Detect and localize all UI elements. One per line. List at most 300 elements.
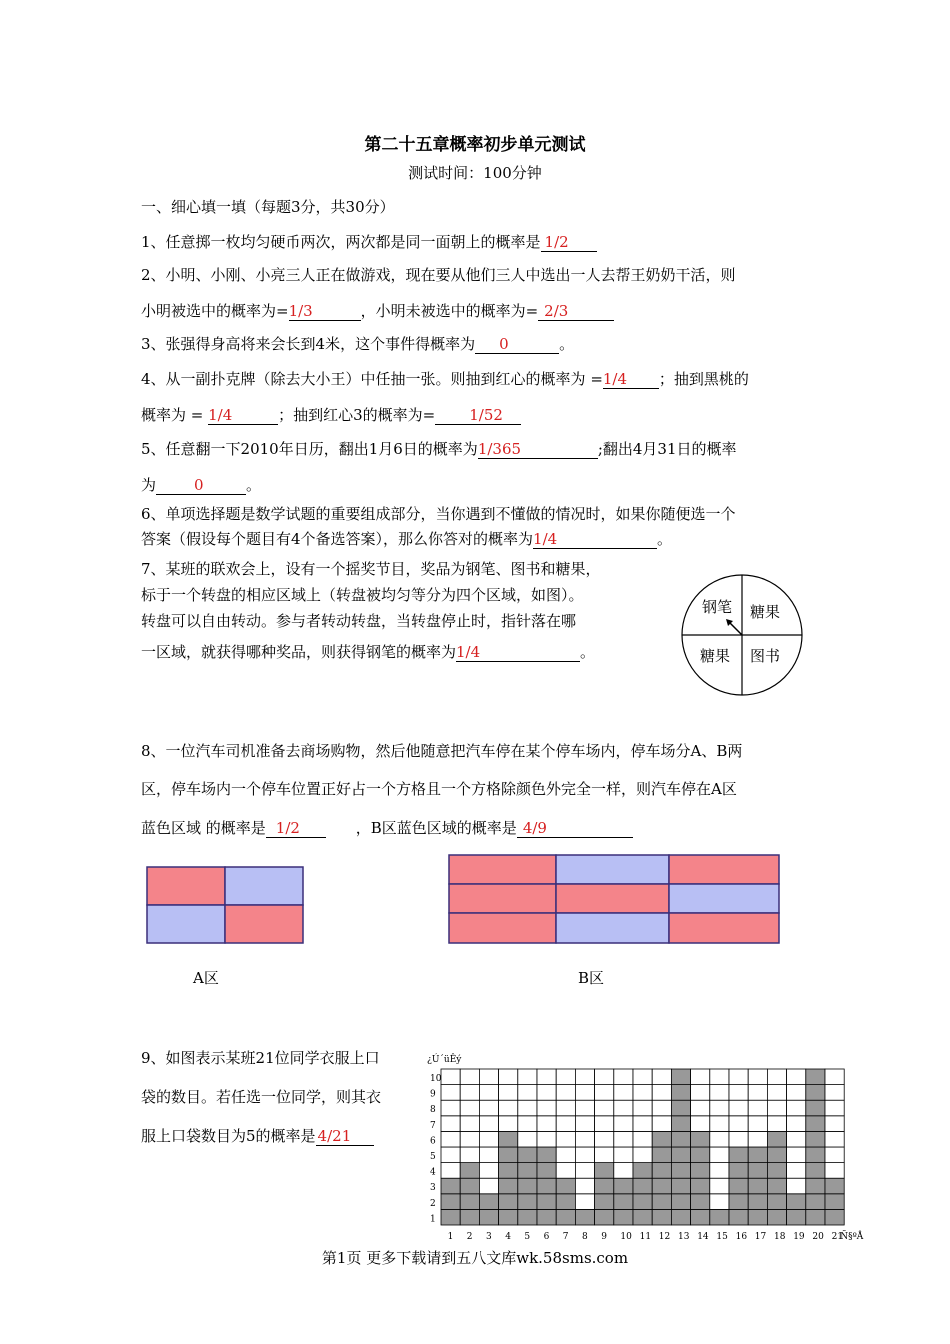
- grid-cell: [787, 1178, 806, 1194]
- grid-cell: [710, 1178, 729, 1194]
- grid-cell: [748, 1085, 767, 1101]
- bar-cell: [499, 1209, 518, 1225]
- grid-cell: [441, 1131, 460, 1147]
- grid-cell: [633, 1069, 652, 1085]
- q8-blank-2: [517, 819, 633, 838]
- grid-cell: [614, 1085, 633, 1101]
- grid-cell: [595, 1147, 614, 1163]
- bar-cell: [806, 1131, 825, 1147]
- grid-cell: [710, 1163, 729, 1179]
- grid-cell: [748, 1131, 767, 1147]
- bar-cell: [787, 1194, 806, 1210]
- lot-b-cell-blue: [669, 884, 779, 913]
- bar-cell: [806, 1069, 825, 1085]
- grid-cell: [652, 1069, 671, 1085]
- grid-cell: [652, 1085, 671, 1101]
- bar-cell: [729, 1163, 748, 1179]
- question-7-line4: [141, 641, 595, 662]
- q6-text: 答案（假设每个题目有4个备选答案），那么你答对的概率为: [141, 530, 534, 548]
- bar-cell: [556, 1194, 575, 1210]
- question-2-line1: 2、小明、小刚、小亮三人正在做游戏，现在要从他们三人中选出一人去帮王奶奶干活，则: [141, 266, 736, 284]
- bar-cell: [556, 1178, 575, 1194]
- grid-cell: [729, 1131, 748, 1147]
- grid-cell: [729, 1100, 748, 1116]
- parking-lot-b: [448, 854, 782, 946]
- q4-answer-2: 1/4: [208, 406, 233, 424]
- bar-cell: [652, 1131, 671, 1147]
- bar-cell: [479, 1209, 498, 1225]
- grid-cell: [633, 1085, 652, 1101]
- grid-cell: [479, 1131, 498, 1147]
- bar-cell: [652, 1209, 671, 1225]
- grid-cell: [460, 1131, 479, 1147]
- q1-blank: [541, 233, 597, 252]
- grid-cell: [729, 1069, 748, 1085]
- grid-cell: [441, 1163, 460, 1179]
- q5-blank-2: [156, 476, 246, 495]
- bar-cell: [671, 1131, 690, 1147]
- bar-cell: [633, 1194, 652, 1210]
- question-3: [141, 333, 574, 354]
- bar-cell: [633, 1178, 652, 1194]
- q2-blank-2: [538, 302, 614, 321]
- q2-blank-1: [289, 302, 361, 321]
- bar-cell: [595, 1163, 614, 1179]
- bar-cell: [671, 1069, 690, 1085]
- q4-answer-1: 1/4: [602, 370, 628, 388]
- grid-cell: [479, 1163, 498, 1179]
- bar-cell: [537, 1178, 556, 1194]
- grid-cell: [652, 1116, 671, 1132]
- lot-b-cell-red: [669, 913, 779, 943]
- bar-cell: [633, 1209, 652, 1225]
- bar-cell: [671, 1209, 690, 1225]
- q3-answer: 0: [499, 335, 509, 353]
- grid-cell: [748, 1116, 767, 1132]
- grid-cell: [479, 1100, 498, 1116]
- x-tick-label: 5: [524, 1232, 531, 1242]
- grid-cell: [441, 1100, 460, 1116]
- q7-text: 一区域，就获得哪种奖品，则获得钢笔的概率为: [141, 643, 457, 661]
- q8-blank-1: [266, 819, 326, 838]
- grid-cell: [614, 1147, 633, 1163]
- bar-cell: [460, 1209, 479, 1225]
- question-5-line2: [141, 474, 261, 495]
- bar-cell: [518, 1209, 537, 1225]
- x-tick-label: 19: [793, 1232, 805, 1242]
- q6-answer: 1/4: [533, 530, 558, 548]
- grid-cell: [825, 1100, 844, 1116]
- lot-a-cell-blue: [225, 867, 303, 905]
- q5-text-1: 5、任意翻一下2010年日历，翻出1月6日的概率为: [141, 440, 478, 458]
- bar-cell: [499, 1178, 518, 1194]
- parking-lot-a: [146, 866, 310, 946]
- bar-cell: [479, 1194, 498, 1210]
- grid-cell: [556, 1069, 575, 1085]
- grid-cell: [787, 1100, 806, 1116]
- bar-cell: [499, 1131, 518, 1147]
- question-5-line1: [141, 438, 737, 459]
- grid-cell: [460, 1147, 479, 1163]
- grid-cell: [614, 1069, 633, 1085]
- grid-cell: [518, 1116, 537, 1132]
- subtitle: 测试时间：100分钟: [408, 164, 542, 182]
- x-tick-label: 7: [562, 1232, 569, 1242]
- q3-end: 。: [559, 335, 575, 353]
- x-tick-label: 15: [716, 1232, 728, 1242]
- x-tick-label: 8: [582, 1232, 588, 1242]
- question-8-line3: [141, 817, 633, 838]
- question-8-line1: 8、一位汽车司机准备去商场购物，然后他随意把汽车停在某个停车场内，停车场分A、B两: [141, 742, 743, 760]
- bar-cell: [748, 1178, 767, 1194]
- bar-cell: [767, 1147, 786, 1163]
- label-area-a: A区: [193, 969, 219, 987]
- bar-cell: [460, 1194, 479, 1210]
- grid-cell: [479, 1116, 498, 1132]
- lot-b-cell-blue: [556, 913, 669, 943]
- grid-cell: [614, 1116, 633, 1132]
- q8-text-1: 蓝色区域 的概率是: [141, 819, 266, 837]
- bar-cell: [767, 1131, 786, 1147]
- bar-cell: [499, 1163, 518, 1179]
- lot-b-cell-red: [449, 884, 556, 913]
- grid-cell: [787, 1085, 806, 1101]
- grid-cell: [460, 1116, 479, 1132]
- x-tick-label: 6: [543, 1232, 550, 1242]
- q2-answer-1: 1/3: [288, 302, 313, 320]
- bar-cell: [729, 1178, 748, 1194]
- q8-text-2: ，B区蓝色区域的概率是: [355, 819, 517, 837]
- lot-b-cell-red: [556, 884, 669, 913]
- bar-cell: [691, 1163, 710, 1179]
- bar-cell: [652, 1163, 671, 1179]
- spinner-diagram: [680, 573, 806, 699]
- grid-cell: [537, 1085, 556, 1101]
- bar-cell: [652, 1178, 671, 1194]
- bar-cell: [652, 1147, 671, 1163]
- grid-cell: [460, 1085, 479, 1101]
- bar-cell: [710, 1209, 729, 1225]
- bar-cell: [691, 1131, 710, 1147]
- grid-cell: [441, 1069, 460, 1085]
- bar-cell: [595, 1194, 614, 1210]
- question-9-line3: [141, 1125, 374, 1146]
- grid-cell: [691, 1085, 710, 1101]
- grid-cell: [460, 1100, 479, 1116]
- bar-cell: [729, 1209, 748, 1225]
- q5-answer-2: 0: [194, 476, 204, 494]
- grid-cell: [710, 1131, 729, 1147]
- question-7-line1: 7、某班的联欢会上，设有一个摇奖节目，奖品为钢笔、图书和糖果，: [141, 560, 601, 578]
- q9-answer: 4/21: [317, 1127, 352, 1145]
- q7-answer: 1/4: [456, 643, 481, 661]
- y-tick-label: 2: [430, 1198, 436, 1209]
- bar-cell: [499, 1194, 518, 1210]
- y-tick-label: 8: [430, 1105, 436, 1116]
- bar-cell: [671, 1163, 690, 1179]
- q3-blank: [475, 335, 559, 354]
- grid-cell: [767, 1085, 786, 1101]
- grid-cell: [825, 1069, 844, 1085]
- bar-cell: [518, 1147, 537, 1163]
- q4-text-1: 4、从一副扑克牌（除去大小王）中任抽一张。则抽到红心的概率为 =: [141, 370, 603, 388]
- grid-cell: [537, 1116, 556, 1132]
- bar-cell: [806, 1100, 825, 1116]
- grid-cell: [691, 1069, 710, 1085]
- grid-cell: [614, 1131, 633, 1147]
- grid-cell: [652, 1100, 671, 1116]
- page-footer: 第1页 更多下载请到五八文库wk.58sms.com: [321, 1249, 629, 1267]
- bar-cell: [671, 1085, 690, 1101]
- bar-cell: [748, 1194, 767, 1210]
- q2-text-a: 小明被选中的概率为=: [141, 302, 289, 320]
- bar-cell: [825, 1209, 844, 1225]
- bar-cell: [806, 1116, 825, 1132]
- bar-cell: [537, 1147, 556, 1163]
- grid-cell: [556, 1131, 575, 1147]
- bar-cell: [460, 1163, 479, 1179]
- grid-cell: [499, 1100, 518, 1116]
- x-tick-label: 20: [812, 1232, 824, 1242]
- x-tick-label: 14: [697, 1232, 709, 1242]
- grid-cell: [518, 1085, 537, 1101]
- q5-text-3: 为: [141, 476, 157, 494]
- bar-cell: [748, 1147, 767, 1163]
- grid-cell: [460, 1069, 479, 1085]
- lot-b-cell-red: [449, 913, 556, 943]
- grid-cell: [748, 1100, 767, 1116]
- grid-cell: [787, 1116, 806, 1132]
- grid-cell: [575, 1178, 594, 1194]
- bar-cell: [691, 1147, 710, 1163]
- bar-cell: [806, 1194, 825, 1210]
- bar-cell: [614, 1178, 633, 1194]
- bar-cell: [806, 1147, 825, 1163]
- x-tick-label: 12: [658, 1232, 671, 1242]
- bar-cell: [767, 1178, 786, 1194]
- question-8-line2: 区，停车场内一个停车位置正好占一个方格且一个方格除颜色外完全一样，则汽车停在A区: [141, 780, 737, 798]
- bar-cell: [748, 1163, 767, 1179]
- grid-cell: [633, 1116, 652, 1132]
- x-tick-label: 2: [466, 1232, 473, 1242]
- grid-cell: [556, 1100, 575, 1116]
- q2-answer-2: 2/3: [544, 302, 569, 320]
- q3-text: 3、张强得身高将来会长到4米，这个事件得概率为: [141, 335, 476, 353]
- q5-text-2: ;翻出4月31日的概率: [597, 440, 737, 458]
- spinner-label-book: 图书: [750, 647, 781, 665]
- q4-text-2: ；抽到黑桃的: [658, 370, 749, 388]
- grid-cell: [729, 1085, 748, 1101]
- grid-cell: [787, 1131, 806, 1147]
- grid-cell: [575, 1100, 594, 1116]
- grid-cell: [595, 1116, 614, 1132]
- bar-cell: [537, 1194, 556, 1210]
- grid-cell: [633, 1100, 652, 1116]
- q4-blank-1: [603, 370, 659, 389]
- x-tick-label: 9: [601, 1232, 607, 1242]
- x-tick-label: 3: [486, 1232, 492, 1242]
- grid-cell: [499, 1069, 518, 1085]
- spinner-label-candy-2: 糖果: [700, 647, 731, 665]
- bar-cell: [806, 1163, 825, 1179]
- grid-cell: [575, 1163, 594, 1179]
- question-1: [141, 231, 597, 252]
- q4-blank-3: [435, 406, 521, 425]
- bar-cell: [767, 1163, 786, 1179]
- x-tick-label: 11: [639, 1232, 652, 1242]
- x-tick-label: 16: [735, 1232, 748, 1242]
- q2-text-b: ，小明未被选中的概率为=: [360, 302, 539, 320]
- q5-answer-1: 1/365: [477, 440, 522, 458]
- grid-cell: [710, 1085, 729, 1101]
- grid-cell: [479, 1069, 498, 1085]
- grid-cell: [556, 1147, 575, 1163]
- question-7-line3: 转盘可以自由转动。参与者转动转盘，当转盘停止时，指针落在哪: [141, 612, 577, 630]
- grid-cell: [614, 1100, 633, 1116]
- grid-cell: [595, 1100, 614, 1116]
- grid-cell: [537, 1131, 556, 1147]
- bar-cell: [614, 1194, 633, 1210]
- y-tick-label: 10: [430, 1074, 442, 1084]
- grid-cell: [575, 1147, 594, 1163]
- x-tick-label: 4: [505, 1232, 511, 1242]
- y-tick-label: 6: [430, 1136, 436, 1147]
- grid-cell: [479, 1147, 498, 1163]
- grid-cell: [710, 1116, 729, 1132]
- bar-cell: [614, 1209, 633, 1225]
- q7-end: 。: [580, 643, 596, 661]
- bar-cell: [806, 1178, 825, 1194]
- grid-cell: [499, 1085, 518, 1101]
- grid-cell: [767, 1069, 786, 1085]
- bar-cell: [518, 1178, 537, 1194]
- x-tick-label: 18: [774, 1232, 786, 1242]
- grid-cell: [691, 1100, 710, 1116]
- bar-cell: [518, 1194, 537, 1210]
- q5-end: 。: [246, 476, 262, 494]
- grid-cell: [537, 1069, 556, 1085]
- grid-cell: [710, 1194, 729, 1210]
- lot-b-cell-red: [449, 855, 556, 884]
- question-6-line2: [141, 528, 672, 549]
- label-area-b: B区: [578, 969, 605, 987]
- spinner-label-pen: 钢笔: [702, 598, 733, 616]
- grid-cell: [825, 1163, 844, 1179]
- section-heading: 一、细心填一填（每题3分，共30分）: [141, 198, 395, 216]
- grid-cell: [595, 1069, 614, 1085]
- question-2-line2: [141, 300, 614, 321]
- grid-cell: [556, 1085, 575, 1101]
- q4-answer-3: 1/52: [469, 406, 503, 424]
- grid-cell: [537, 1100, 556, 1116]
- grid-cell: [633, 1131, 652, 1147]
- lot-b-cell-blue: [556, 855, 669, 884]
- bar-cell: [537, 1163, 556, 1179]
- q9-text: 服上口袋数目为5的概率是: [141, 1127, 316, 1145]
- q4-text-4: ；抽到红心3的概率为=: [278, 406, 436, 424]
- question-7-line2: 标于一个转盘的相应区域上（转盘被均匀等分为四个区域，如图）。: [141, 586, 584, 604]
- grid-cell: [825, 1116, 844, 1132]
- grid-cell: [575, 1085, 594, 1101]
- grid-cell: [710, 1100, 729, 1116]
- bar-cell: [671, 1178, 690, 1194]
- grid-cell: [767, 1116, 786, 1132]
- grid-cell: [575, 1116, 594, 1132]
- bar-cell: [556, 1209, 575, 1225]
- x-tick-label: 10: [620, 1232, 632, 1242]
- grid-cell: [825, 1131, 844, 1147]
- bar-cell: [825, 1178, 844, 1194]
- x-tick-label: 17: [754, 1232, 767, 1242]
- grid-cell: [518, 1100, 537, 1116]
- q8-answer-2: 4/9: [522, 819, 547, 837]
- q1-text: 1、任意掷一枚均匀硬币两次，两次都是同一面朝上的概率是: [141, 233, 541, 251]
- bar-cell: [671, 1116, 690, 1132]
- bar-cell: [575, 1209, 594, 1225]
- bar-cell: [767, 1194, 786, 1210]
- grid-cell: [575, 1194, 594, 1210]
- bar-cell: [633, 1163, 652, 1179]
- q6-blank: [533, 530, 657, 549]
- y-tick-label: 5: [430, 1152, 436, 1162]
- bar-cell: [595, 1178, 614, 1194]
- bar-cell: [691, 1178, 710, 1194]
- bar-cell: [729, 1194, 748, 1210]
- x-tick-label: 13: [678, 1232, 690, 1242]
- bar-cell: [460, 1178, 479, 1194]
- chart-xlabel: Ñ§ºÅ: [840, 1232, 864, 1242]
- bar-cell: [671, 1147, 690, 1163]
- q6-end: 。: [657, 530, 673, 548]
- grid-cell: [595, 1131, 614, 1147]
- grid-cell: [787, 1147, 806, 1163]
- x-tick-label: 1: [447, 1232, 454, 1242]
- bar-cell: [748, 1209, 767, 1225]
- bar-cell: [441, 1194, 460, 1210]
- q7-blank: [456, 643, 580, 662]
- q9-blank: [316, 1127, 374, 1146]
- y-tick-label: 4: [430, 1167, 436, 1178]
- grid-cell: [575, 1069, 594, 1085]
- q1-answer: 1/2: [544, 233, 569, 251]
- grid-cell: [499, 1116, 518, 1132]
- y-tick-label: 7: [430, 1120, 436, 1131]
- bar-cell: [691, 1194, 710, 1210]
- question-6-line1: 6、单项选择题是数学试题的重要组成部分，当你遇到不懂做的情况时，如果你随便选一个: [141, 505, 736, 523]
- q5-blank-1: [478, 440, 598, 459]
- grid-cell: [441, 1085, 460, 1101]
- bar-cell: [537, 1209, 556, 1225]
- grid-cell: [595, 1085, 614, 1101]
- q4-blank-2: [208, 406, 278, 425]
- bar-cell: [671, 1194, 690, 1210]
- grid-cell: [787, 1163, 806, 1179]
- y-tick-label: 9: [430, 1089, 436, 1100]
- grid-cell: [518, 1069, 537, 1085]
- grid-cell: [767, 1100, 786, 1116]
- grid-cell: [787, 1069, 806, 1085]
- question-9-line2: 袋的数目。若任选一位同学，则其衣: [141, 1088, 382, 1106]
- grid-cell: [633, 1147, 652, 1163]
- spinner-label-candy-1: 糖果: [750, 603, 781, 621]
- y-tick-label: 1: [430, 1214, 436, 1225]
- grid-cell: [556, 1163, 575, 1179]
- lot-b-cell-red: [669, 855, 779, 884]
- grid-cell: [748, 1069, 767, 1085]
- chart-ylabel: ¿Ú´üÊý: [427, 1055, 462, 1065]
- bar-cell: [825, 1194, 844, 1210]
- bar-cell: [691, 1209, 710, 1225]
